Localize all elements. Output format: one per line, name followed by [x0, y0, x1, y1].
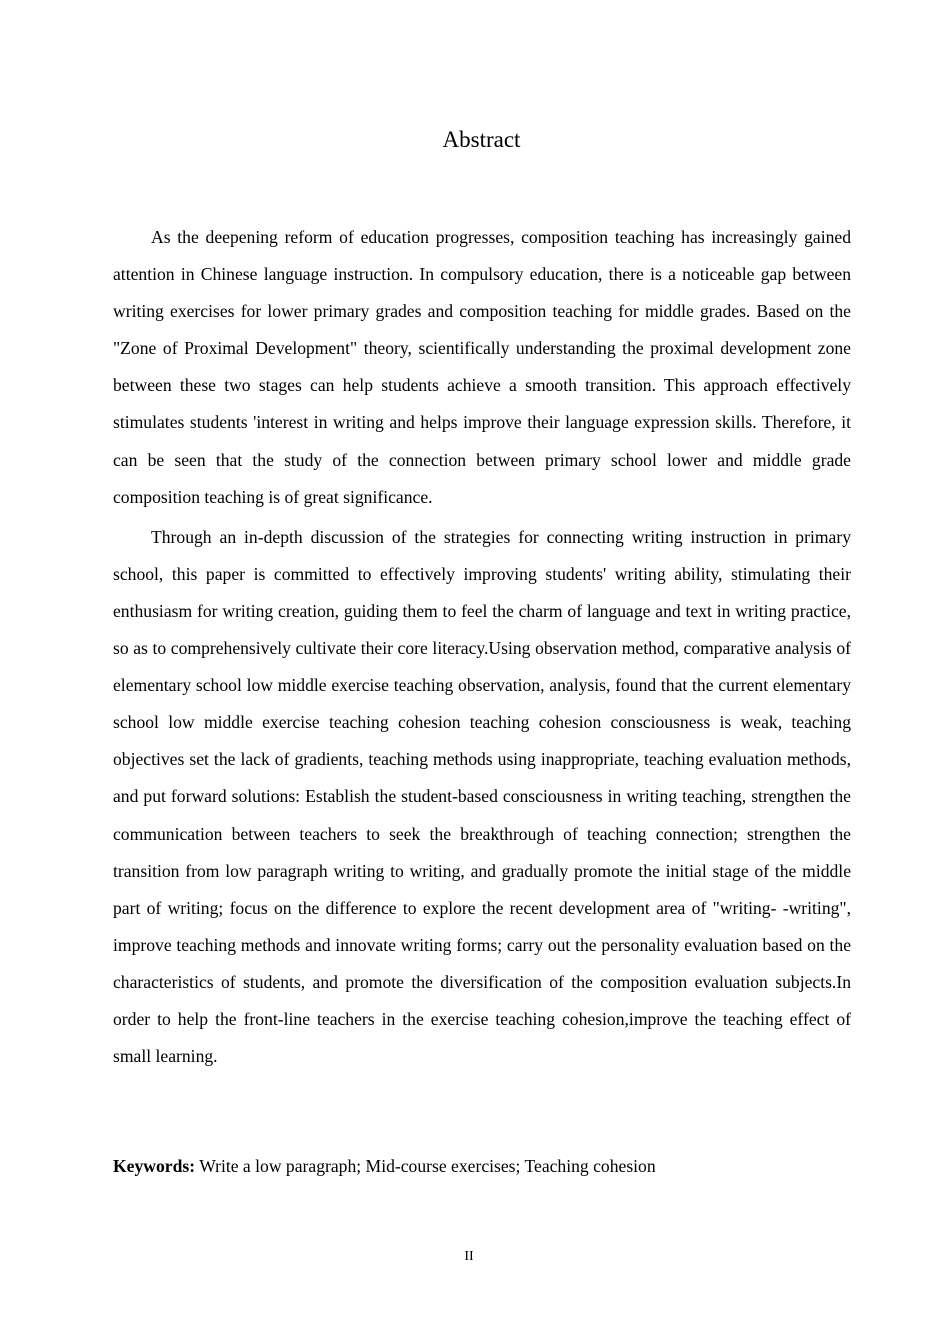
- abstract-paragraph-2: Through an in-depth discussion of the strategies for connecting writing instruction in primary school, this paper is committed to effectively improving students' writing ability, stimulating their enthusiasm for writing creation, guiding them to feel the charm of language and text in writing practice, so as to comprehensively cultivate their core literacy.Using observation method, comparative analysis of elementary school low middle exercise teaching observation, analysis, found that the current elementary school low middle exercise teaching cohesion teaching cohesion consciousness is weak, teaching objectives set the lack of gradients, teaching methods using inappropriate, teaching evaluation methods, and put forward solutions: Establish the student-based consciousness in writing teaching, strengthen the communication between teachers to seek the breakthrough of teaching connection; strengthen the transition from low paragraph writing to writing, and gradually promote the initial stage of the middle part of writing; focus on the difference to explore the recent development area of "writing- -writing", improve teaching methods and innovate writing forms; carry out the personality evaluation based on the characteristics of students, and promote the diversification of the composition evaluation subjects.In order to help the front-line teachers in the exercise teaching cohesion,improve the teaching effect of small learning.: [113, 526, 851, 1067]
- page-number: II: [464, 1249, 474, 1264]
- keywords-line: [113, 1152, 851, 1180]
- abstract-paragraph-1: As the deepening reform of education progresses, composition teaching has increasingly gained attention in Chinese language instruction. In compulsory education, there is a noticeable gap between writing exercises for lower primary grades and composition teaching for middle grades. Based on the "Zone of Proximal Development" theory, scientifically understanding the proximal development zone between these two stages can help students achieve a smooth transition. This approach effectively stimulates students 'interest in writing and helps improve their language expression skills. Therefore, it can be seen that the study of the connection between primary school lower and middle grade composition teaching is of great significance.: [113, 227, 851, 507]
- keywords-text: Write a low paragraph; Mid-course exercises; Teaching cohesion: [199, 1156, 656, 1176]
- page-title: Abstract: [442, 127, 521, 152]
- abstract-body: [113, 219, 851, 1075]
- keywords-label: Keywords:: [113, 1156, 196, 1176]
